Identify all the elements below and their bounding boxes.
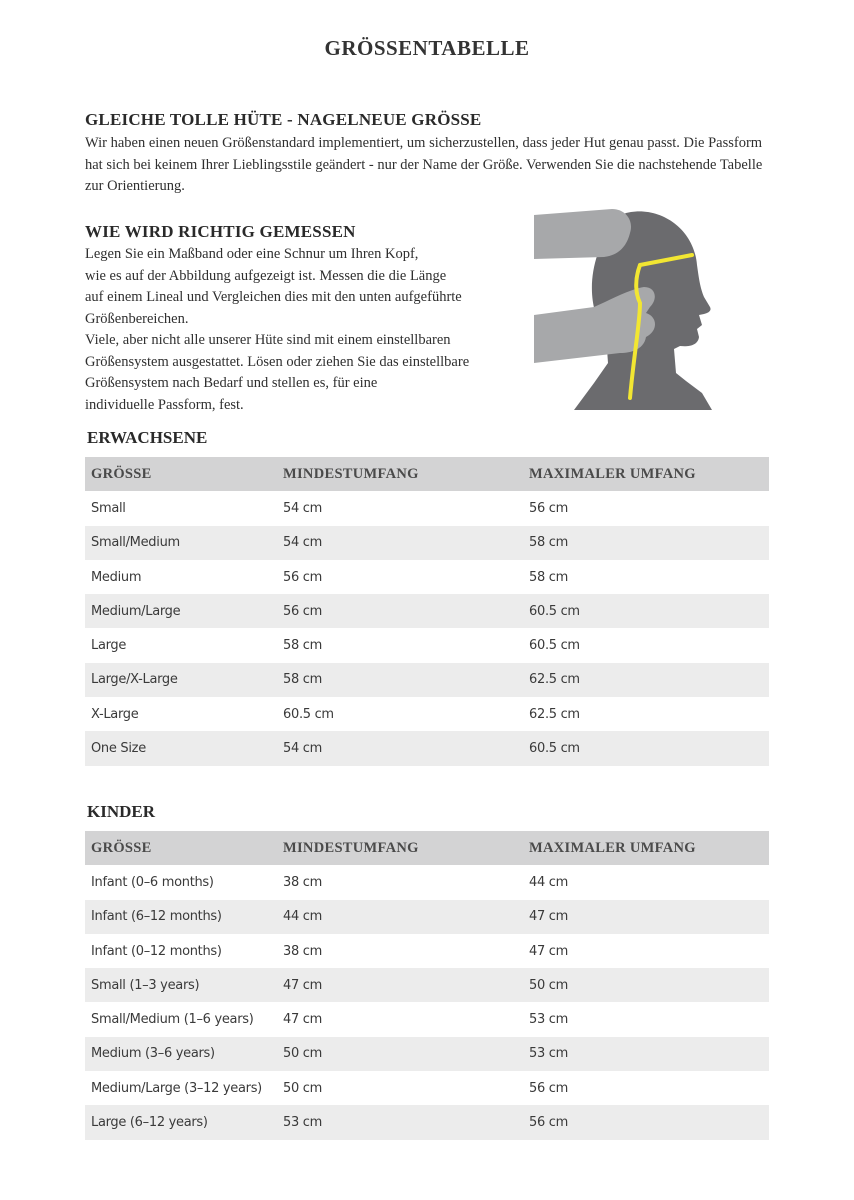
min-circumference-cell: 56 cm bbox=[283, 569, 322, 585]
table-row bbox=[85, 1071, 769, 1105]
size-cell: Medium/Large (3–12 years) bbox=[91, 1080, 262, 1096]
min-circumference-cell: 38 cm bbox=[283, 874, 322, 890]
measure-line: Größenbereichen. bbox=[85, 310, 189, 327]
measure-heading: WIE WIRD RICHTIG GEMESSEN bbox=[85, 222, 356, 241]
max-circumference-cell: 58 cm bbox=[529, 569, 568, 585]
size-cell: Medium/Large bbox=[85, 594, 277, 628]
measure-section bbox=[85, 222, 535, 416]
column-header-min: MINDESTUMFANG bbox=[277, 457, 523, 491]
min-circumference-cell: 54 cm bbox=[277, 731, 523, 765]
column-header-size: GRÖSSE bbox=[85, 831, 277, 865]
kids-size-table bbox=[85, 831, 769, 1140]
size-cell: Large/X-Large bbox=[85, 663, 277, 697]
table-row bbox=[85, 900, 769, 934]
measure-line: auf einem Lineal und Vergleichen dies mit den unten aufgeführte bbox=[85, 289, 462, 305]
column-header-max: MAXIMALER UMFANG bbox=[523, 831, 769, 865]
measure-line: wie es auf der Abbildung aufgezeigt ist. Messen die die Länge bbox=[85, 267, 447, 284]
table-header-row bbox=[85, 831, 769, 865]
max-circumference-cell: 56 cm bbox=[523, 1105, 769, 1139]
measure-line: Legen Sie ein Maßband oder eine Schnur um Ihren Kopf, bbox=[85, 246, 419, 262]
min-circumference-cell: 38 cm bbox=[283, 943, 322, 959]
max-circumference-cell: 53 cm bbox=[529, 1012, 568, 1028]
min-circumference-cell: 50 cm bbox=[283, 1080, 322, 1096]
size-cell: Infant (0–12 months) bbox=[91, 943, 222, 959]
size-cell: Small/Medium (1–6 years) bbox=[91, 1012, 254, 1028]
table-row bbox=[85, 526, 769, 560]
page-title: GRÖSSENTABELLE bbox=[324, 36, 530, 60]
table-row bbox=[85, 628, 769, 662]
adults-heading: ERWACHSENE bbox=[87, 428, 208, 447]
size-cell: Medium (3–6 years) bbox=[85, 1037, 277, 1071]
adults-size-table bbox=[85, 457, 769, 766]
size-cell: Infant (6–12 months) bbox=[85, 900, 277, 934]
table-row bbox=[85, 663, 769, 697]
min-circumference-cell: 47 cm bbox=[277, 968, 523, 1002]
table-header-row bbox=[85, 457, 769, 491]
table-row bbox=[85, 865, 769, 899]
adults-size-table-section bbox=[85, 428, 769, 766]
size-cell: Infant (0–6 months) bbox=[91, 874, 214, 890]
max-circumference-cell: 47 cm bbox=[523, 900, 769, 934]
min-circumference-cell: 58 cm bbox=[283, 638, 322, 654]
max-circumference-cell: 44 cm bbox=[529, 874, 568, 890]
table-row bbox=[85, 560, 769, 594]
table-row bbox=[85, 594, 769, 628]
min-circumference-cell: 56 cm bbox=[277, 594, 523, 628]
kids-size-table-section bbox=[85, 802, 769, 1140]
intro-section bbox=[85, 110, 765, 198]
max-circumference-cell: 58 cm bbox=[523, 526, 769, 560]
min-circumference-cell: 53 cm bbox=[277, 1105, 523, 1139]
size-cell: Small/Medium bbox=[85, 526, 277, 560]
min-circumference-cell: 60.5 cm bbox=[283, 706, 334, 722]
min-circumference-cell: 44 cm bbox=[277, 900, 523, 934]
max-circumference-cell: 56 cm bbox=[529, 500, 568, 516]
measure-line: individuelle Passform, fest. bbox=[85, 396, 244, 413]
size-cell: Small (1–3 years) bbox=[85, 968, 277, 1002]
max-circumference-cell: 60.5 cm bbox=[529, 638, 580, 654]
table-row bbox=[85, 491, 769, 525]
max-circumference-cell: 60.5 cm bbox=[523, 731, 769, 765]
measure-line: Größensystem nach Bedarf und stellen es, für eine bbox=[85, 375, 378, 391]
size-cell: Small bbox=[91, 500, 126, 516]
measure-text bbox=[85, 244, 535, 416]
max-circumference-cell: 47 cm bbox=[529, 943, 568, 959]
measure-line: Größensystem ausgestattet. Lösen oder ziehen Sie das einstellbare bbox=[85, 353, 470, 370]
max-circumference-cell: 50 cm bbox=[523, 968, 769, 1002]
measure-line: Viele, aber nicht alle unserer Hüte sind mit einem einstellbaren bbox=[85, 332, 451, 348]
column-header-max: MAXIMALER UMFANG bbox=[523, 457, 769, 491]
intro-text: Wir haben einen neuen Größenstandard implementiert, um sicherzustellen, dass jeder Hut genau passt. Die Passform hat sich bei keinem Ihrer Lieblingsstile geändert - nur der Name der Größe. Verwenden Sie die nachstehende Tabelle zur Orientierung. bbox=[85, 135, 763, 194]
min-circumference-cell: 47 cm bbox=[283, 1012, 322, 1028]
table-row bbox=[85, 968, 769, 1002]
table-row bbox=[85, 1002, 769, 1036]
size-cell: Large (6–12 years) bbox=[85, 1105, 277, 1139]
size-cell: Medium bbox=[91, 569, 142, 585]
min-circumference-cell: 58 cm bbox=[277, 663, 523, 697]
size-cell: X-Large bbox=[91, 706, 139, 722]
size-cell: One Size bbox=[85, 731, 277, 765]
table-row bbox=[85, 1105, 769, 1139]
table-row bbox=[85, 697, 769, 731]
min-circumference-cell: 50 cm bbox=[277, 1037, 523, 1071]
max-circumference-cell: 62.5 cm bbox=[523, 663, 769, 697]
min-circumference-cell: 54 cm bbox=[277, 526, 523, 560]
table-row bbox=[85, 731, 769, 765]
column-header-min: MINDESTUMFANG bbox=[277, 831, 523, 865]
intro-heading: GLEICHE TOLLE HÜTE - NAGELNEUE GRÖSSE bbox=[85, 110, 482, 129]
table-row bbox=[85, 934, 769, 968]
kids-heading: KINDER bbox=[87, 802, 156, 821]
upper-hand bbox=[534, 209, 631, 259]
min-circumference-cell: 54 cm bbox=[283, 500, 322, 516]
table-row bbox=[85, 1037, 769, 1071]
column-header-size: GRÖSSE bbox=[85, 457, 277, 491]
max-circumference-cell: 53 cm bbox=[523, 1037, 769, 1071]
size-cell: Large bbox=[91, 638, 127, 654]
max-circumference-cell: 56 cm bbox=[529, 1080, 568, 1096]
head-measuring-illustration bbox=[534, 203, 712, 410]
max-circumference-cell: 60.5 cm bbox=[523, 594, 769, 628]
max-circumference-cell: 62.5 cm bbox=[529, 706, 580, 722]
